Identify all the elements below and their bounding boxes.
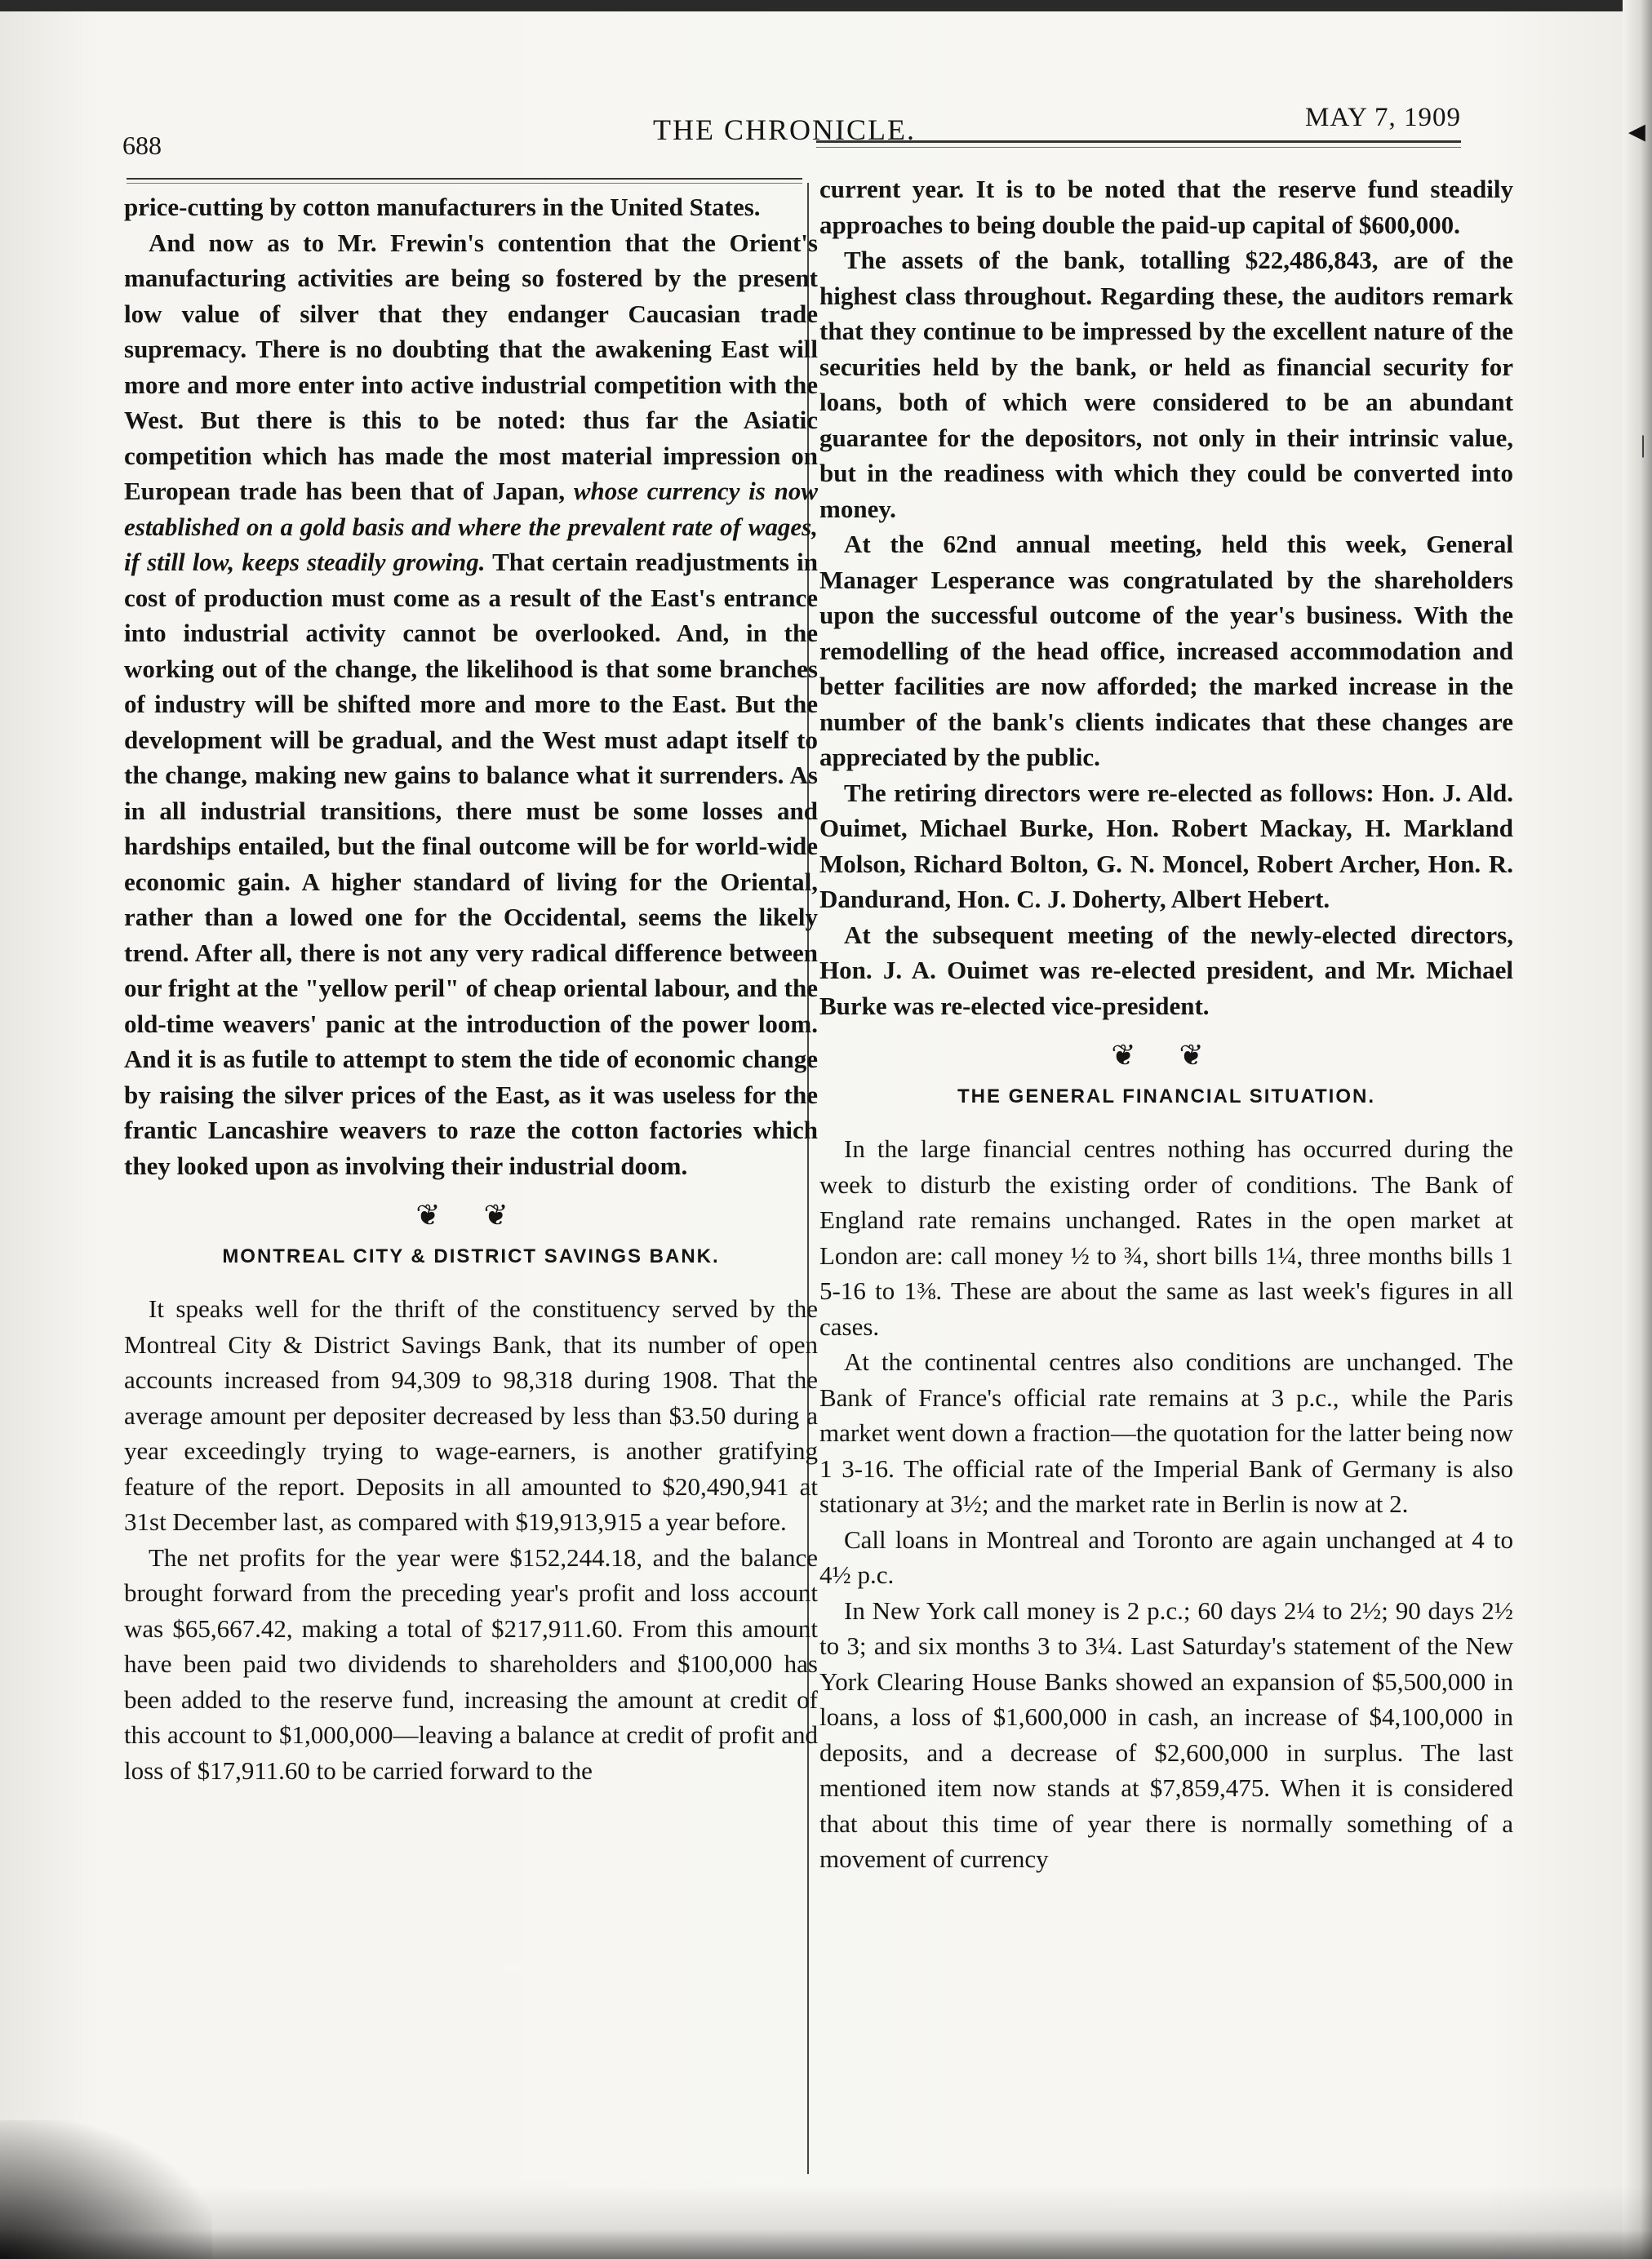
page-header bbox=[122, 98, 1461, 163]
left-column bbox=[124, 189, 818, 1788]
section-heading: THE GENERAL FINANCIAL SITUATION. bbox=[957, 1085, 1375, 1107]
paragraph-text: And now as to Mr. Frewin's contention that the Orient's manufacturing activities are being so fostered by the present low value of silver that they endanger Caucasian trade supremacy. There is no doubting that the awakening East will more and more enter into active industrial competition with the West. But there is this to be noted: thus far the Asiatic competition which has made the most material impression on European trade has been that of Japan, bbox=[124, 228, 818, 505]
ornament: ❦ ❦ bbox=[415, 1199, 526, 1232]
section-heading: MONTREAL CITY & DISTRICT SAVINGS BANK. bbox=[222, 1245, 720, 1267]
header-rule bbox=[816, 147, 1461, 148]
paragraph: It speaks well for the thrift of the constituency served by the Montreal City & District Savings Bank, that its number of open accounts increased from 94,309 to 98,318 during 1908. That the average amount per depositer decreased by less than $3.50 during a year exceedingly trying to wage-earners, is another gratifying feature of the report. Deposits in all amounted to $20,490,941 at 31st December last, as compared with $19,913,915 a year before. bbox=[124, 1294, 818, 1536]
italic-text: whose currency is now established on a gold basis and where the prevalent rate of wages, if still low, keeps steadily growing. bbox=[124, 477, 819, 576]
scan-top-edge bbox=[0, 0, 1652, 11]
paragraph-text: That certain readjustments in cost of production must come as a result of the East's entrance into industrial activity cannot be overlooked. And, in the working out of the change, the likelihood is that some branches of industry will be shifted more and more to the East. But the development will be gradual, and the West must adapt itself to the change, making new gains to balance what it surrenders. As in all industrial transitions, there must be some losses and hardships entailed, but the final outcome will be for world-wide economic gain. A higher standard of living for the Oriental, rather than a lowed one for the Occidental, seems the likely trend. After all, there is not any very radical difference between our fright at the "yellow peril" of cheap oriental labour, and the old-time weavers' panic at the introduction of the power loom. And it is as futile to attempt to stem the tide of economic change by raising the silver prices of the East, as it was useless for the frantic Lancashire weavers to raze the cotton factories which they looked upon as involving their industrial doom. bbox=[124, 548, 818, 1180]
journal-title: THE CHRONICLE. bbox=[653, 113, 916, 146]
paragraph: At the 62nd annual meeting, held this week, General Manager Lesperance was congratulated by the shareholders upon the successful outcome of the year's business. With the remodelling of the head office, increased accommodation and better facilities are now afforded; the marked increase in the number of the bank's clients indicates that these changes are appreciated by the public. bbox=[819, 530, 1513, 771]
scan-corner-shadow bbox=[0, 2120, 212, 2259]
scan-bottom-shadow bbox=[0, 2186, 1652, 2259]
paragraph: In the large financial centres nothing has occurred during the week to disturb the existing order of conditions. The Bank of England rate remains unchanged. Rates in the open market at London are: call money ½ to ¾, short bills 1¼, three months bills 1 5-16 to 1⅜. These are about the same as last week's figures in all cases. bbox=[819, 1134, 1513, 1341]
paragraph: current year. It is to be noted that the reserve fund steadily approaches to being double the paid-up capital of $600,000. bbox=[819, 175, 1513, 239]
issue-date: MAY 7, 1909 bbox=[1304, 103, 1461, 132]
paragraph: The retiring directors were re-elected as follows: Hon. J. Ald. Ouimet, Michael Burke, Hon. Robert Mackay, H. Markland Molson, Richard Bolton, G. N. Moncel, Robert Archer, Hon. R. Dandurand, Hon. C. J. Doherty, Albert Hebert. bbox=[819, 778, 1513, 913]
header-rule bbox=[816, 140, 1461, 143]
paragraph: The assets of the bank, totalling $22,486,843, are of the highest class throughout. Regarding these, the auditors remark that they continue to be impressed by the excellent nature of the securities held by the bank, or held as financial security for loans, both of which were considered to be an abundant guarantee for the depositors, not only in their intrinsic value, but in the readiness with which they could be converted into money. bbox=[819, 246, 1513, 523]
paragraph: Call loans in Montreal and Toronto are again unchanged at 4 to 4½ p.c. bbox=[819, 1524, 1513, 1589]
header-rule bbox=[127, 183, 802, 184]
page-number: 688 bbox=[122, 131, 162, 160]
right-column bbox=[819, 171, 1513, 1877]
edge-mark-icon: | bbox=[1640, 431, 1645, 458]
paragraph: At the subsequent meeting of the newly-elected directors, Hon. J. A. Ouimet was re-elected president, and Mr. Michael Burke was re-elected vice-president. bbox=[819, 920, 1513, 1020]
paragraph: In New York call money is 2 p.c.; 60 days 2¼ to 2½; 90 days 2½ to 3; and six months 3 to 3¼. Last Saturday's statement of the New York Clearing House Banks showed an expansion of $5,500,000 in loans, a loss of $1,600,000 in cash, an increase of $4,100,000 in deposits, and a decrease of $2,600,000 in surplus. The last mentioned item now stands at $7,859,475. When it is considered that about this time of year there is normally something of a movement of currency bbox=[819, 1596, 1513, 1873]
header-rule bbox=[127, 178, 802, 180]
scan-right-edge bbox=[1623, 0, 1652, 2259]
paragraph bbox=[124, 225, 818, 1184]
ornament: ❦ ❦ bbox=[1111, 1039, 1222, 1072]
paragraph: price-cutting by cotton manufacturers in the United States. bbox=[124, 193, 761, 221]
paragraph: At the continental centres also conditions are unchanged. The Bank of France's official rate remains at 3 p.c., while the Paris market went down a fraction—the quotation for the latter being now 1 3-16. The official rate of the Imperial Bank of Germany is also stationary at 3½; and the market rate in Berlin is now at 2. bbox=[819, 1347, 1513, 1518]
paragraph: The net profits for the year were $152,244.18, and the balance brought forward from the preceding year's profit and loss account was $65,667.42, making a total of $217,911.60. From this amount have been paid two dividends to shareholders and $100,000 has been added to the reserve fund, increasing the amount at credit of this account to $1,000,000—leaving a balance at credit of profit and loss of $17,911.60 to be carried forward to the bbox=[124, 1542, 818, 1785]
edge-mark-icon: ◂ bbox=[1628, 113, 1645, 150]
